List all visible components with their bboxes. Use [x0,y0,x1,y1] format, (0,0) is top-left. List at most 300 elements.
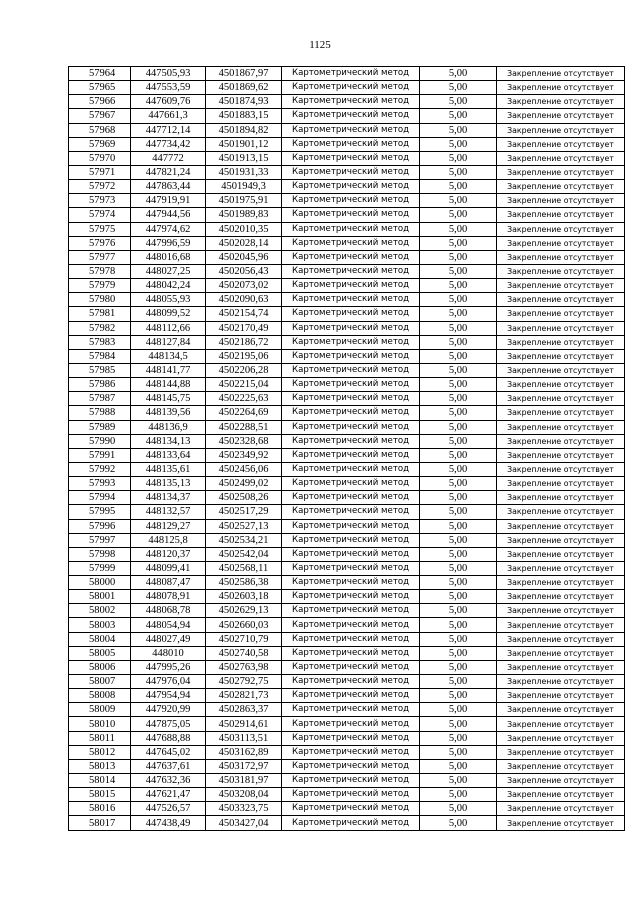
fixing-note-cell: Закрепление отсутствует [497,604,625,618]
fixing-note-cell: Закрепление отсутствует [497,222,625,236]
fixing-note-cell: Закрепление отсутствует [497,95,625,109]
point-number-cell: 58014 [69,774,131,788]
method-cell: Картометрический метод [282,788,420,802]
x-coordinate-cell: 447996,59 [131,236,206,250]
x-coordinate-cell: 448135,61 [131,462,206,476]
accuracy-cell: 5,00 [420,646,497,660]
table-row [69,533,625,547]
point-number-cell: 57999 [69,561,131,575]
fixing-note-cell: Закрепление отсутствует [497,731,625,745]
fixing-note-cell: Закрепление отсутствует [497,194,625,208]
x-coordinate-cell: 447772 [131,151,206,165]
y-coordinate-cell: 4502542,04 [206,547,282,561]
point-number-cell: 57994 [69,491,131,505]
accuracy-cell: 5,00 [420,731,497,745]
table-row [69,759,625,773]
point-number-cell: 57987 [69,392,131,406]
method-cell: Картометрический метод [282,519,420,533]
accuracy-cell: 5,00 [420,307,497,321]
point-number-cell: 58001 [69,590,131,604]
accuracy-cell: 5,00 [420,208,497,222]
point-number-cell: 58016 [69,802,131,816]
y-coordinate-cell: 4503172,97 [206,759,282,773]
point-number-cell: 57996 [69,519,131,533]
fixing-note-cell: Закрепление отсутствует [497,802,625,816]
y-coordinate-cell: 4501883,15 [206,109,282,123]
accuracy-cell: 5,00 [420,123,497,137]
method-cell: Картометрический метод [282,95,420,109]
y-coordinate-cell: 4502010,35 [206,222,282,236]
table-row [69,745,625,759]
table-row [69,717,625,731]
method-cell: Картометрический метод [282,547,420,561]
accuracy-cell: 5,00 [420,264,497,278]
point-number-cell: 58015 [69,788,131,802]
point-number-cell: 57980 [69,293,131,307]
y-coordinate-cell: 4501975,91 [206,194,282,208]
y-coordinate-cell: 4502517,29 [206,505,282,519]
x-coordinate-cell: 447688,88 [131,731,206,745]
y-coordinate-cell: 4501869,62 [206,81,282,95]
x-coordinate-cell: 448141,77 [131,363,206,377]
point-number-cell: 58009 [69,703,131,717]
fixing-note-cell: Закрепление отсутствует [497,448,625,462]
method-cell: Картометрический метод [282,109,420,123]
coordinates-table [68,66,625,831]
accuracy-cell: 5,00 [420,788,497,802]
accuracy-cell: 5,00 [420,675,497,689]
fixing-note-cell: Закрепление отсутствует [497,590,625,604]
table-row [69,95,625,109]
accuracy-cell: 5,00 [420,703,497,717]
fixing-note-cell: Закрепление отсутствует [497,208,625,222]
method-cell: Картометрический метод [282,236,420,250]
table-row [69,335,625,349]
fixing-note-cell: Закрепление отсутствует [497,151,625,165]
accuracy-cell: 5,00 [420,434,497,448]
point-number-cell: 57990 [69,434,131,448]
method-cell: Картометрический метод [282,731,420,745]
table-row [69,208,625,222]
y-coordinate-cell: 4502045,96 [206,250,282,264]
y-coordinate-cell: 4502792,75 [206,675,282,689]
point-number-cell: 57981 [69,307,131,321]
method-cell: Картометрический метод [282,660,420,674]
method-cell: Картометрический метод [282,165,420,179]
accuracy-cell: 5,00 [420,67,497,81]
fixing-note-cell: Закрепление отсутствует [497,703,625,717]
table-row [69,462,625,476]
point-number-cell: 57993 [69,477,131,491]
x-coordinate-cell: 447438,49 [131,816,206,830]
x-coordinate-cell: 448133,64 [131,448,206,462]
method-cell: Картометрический метод [282,67,420,81]
table-row [69,363,625,377]
point-number-cell: 57971 [69,165,131,179]
accuracy-cell: 5,00 [420,547,497,561]
accuracy-cell: 5,00 [420,717,497,731]
fixing-note-cell: Закрепление отсутствует [497,632,625,646]
accuracy-cell: 5,00 [420,561,497,575]
fixing-note-cell: Закрепление отсутствует [497,264,625,278]
point-number-cell: 57968 [69,123,131,137]
point-number-cell: 57983 [69,335,131,349]
method-cell: Картометрический метод [282,448,420,462]
accuracy-cell: 5,00 [420,321,497,335]
point-number-cell: 57978 [69,264,131,278]
accuracy-cell: 5,00 [420,95,497,109]
method-cell: Картометрический метод [282,505,420,519]
method-cell: Картометрический метод [282,194,420,208]
table-row [69,491,625,505]
fixing-note-cell: Закрепление отсутствует [497,717,625,731]
table-row [69,406,625,420]
method-cell: Картометрический метод [282,561,420,575]
x-coordinate-cell: 448145,75 [131,392,206,406]
method-cell: Картометрический метод [282,533,420,547]
x-coordinate-cell: 448136,9 [131,420,206,434]
accuracy-cell: 5,00 [420,194,497,208]
method-cell: Картометрический метод [282,123,420,137]
fixing-note-cell: Закрепление отсутствует [497,109,625,123]
accuracy-cell: 5,00 [420,491,497,505]
method-cell: Картометрический метод [282,576,420,590]
x-coordinate-cell: 448099,41 [131,561,206,575]
x-coordinate-cell: 447505,93 [131,67,206,81]
point-number-cell: 57969 [69,137,131,151]
fixing-note-cell: Закрепление отсутствует [497,307,625,321]
x-coordinate-cell: 447863,44 [131,180,206,194]
accuracy-cell: 5,00 [420,462,497,476]
fixing-note-cell: Закрепление отсутствует [497,420,625,434]
accuracy-cell: 5,00 [420,293,497,307]
accuracy-cell: 5,00 [420,335,497,349]
x-coordinate-cell: 447976,04 [131,675,206,689]
y-coordinate-cell: 4502195,06 [206,349,282,363]
point-number-cell: 57965 [69,81,131,95]
table-row [69,123,625,137]
table-row [69,646,625,660]
x-coordinate-cell: 447661,3 [131,109,206,123]
accuracy-cell: 5,00 [420,250,497,264]
fixing-note-cell: Закрепление отсутствует [497,618,625,632]
x-coordinate-cell: 447637,61 [131,759,206,773]
table-row [69,236,625,250]
fixing-note-cell: Закрепление отсутствует [497,67,625,81]
point-number-cell: 57989 [69,420,131,434]
y-coordinate-cell: 4502586,38 [206,576,282,590]
fixing-note-cell: Закрепление отсутствует [497,349,625,363]
point-number-cell: 58011 [69,731,131,745]
method-cell: Картометрический метод [282,703,420,717]
point-number-cell: 57995 [69,505,131,519]
accuracy-cell: 5,00 [420,165,497,179]
x-coordinate-cell: 447974,62 [131,222,206,236]
y-coordinate-cell: 4502740,58 [206,646,282,660]
table-row [69,420,625,434]
x-coordinate-cell: 448027,25 [131,264,206,278]
page-number: 1125 [309,39,331,51]
table-row [69,81,625,95]
y-coordinate-cell: 4503323,75 [206,802,282,816]
accuracy-cell: 5,00 [420,279,497,293]
y-coordinate-cell: 4501913,15 [206,151,282,165]
x-coordinate-cell: 448134,5 [131,349,206,363]
fixing-note-cell: Закрепление отсутствует [497,689,625,703]
fixing-note-cell: Закрепление отсутствует [497,363,625,377]
fixing-note-cell: Закрепление отсутствует [497,561,625,575]
table-row [69,703,625,717]
y-coordinate-cell: 4502534,21 [206,533,282,547]
method-cell: Картометрический метод [282,81,420,95]
x-coordinate-cell: 448112,66 [131,321,206,335]
fixing-note-cell: Закрепление отсутствует [497,378,625,392]
y-coordinate-cell: 4502206,28 [206,363,282,377]
x-coordinate-cell: 448125,8 [131,533,206,547]
method-cell: Картометрический метод [282,434,420,448]
table-row [69,547,625,561]
x-coordinate-cell: 447645,02 [131,745,206,759]
y-coordinate-cell: 4502186,72 [206,335,282,349]
accuracy-cell: 5,00 [420,236,497,250]
y-coordinate-cell: 4501901,12 [206,137,282,151]
fixing-note-cell: Закрепление отсутствует [497,547,625,561]
fixing-note-cell: Закрепление отсутствует [497,392,625,406]
accuracy-cell: 5,00 [420,109,497,123]
x-coordinate-cell: 447621,47 [131,788,206,802]
y-coordinate-cell: 4502028,14 [206,236,282,250]
method-cell: Картометрический метод [282,222,420,236]
accuracy-cell: 5,00 [420,802,497,816]
table-row [69,448,625,462]
method-cell: Картометрический метод [282,137,420,151]
method-cell: Картометрический метод [282,491,420,505]
fixing-note-cell: Закрепление отсутствует [497,660,625,674]
accuracy-cell: 5,00 [420,576,497,590]
accuracy-cell: 5,00 [420,81,497,95]
accuracy-cell: 5,00 [420,774,497,788]
method-cell: Картометрический метод [282,406,420,420]
y-coordinate-cell: 4501867,97 [206,67,282,81]
y-coordinate-cell: 4503113,51 [206,731,282,745]
x-coordinate-cell: 448129,27 [131,519,206,533]
x-coordinate-cell: 447632,36 [131,774,206,788]
x-coordinate-cell: 448127,84 [131,335,206,349]
method-cell: Картометрический метод [282,151,420,165]
y-coordinate-cell: 4502154,74 [206,307,282,321]
fixing-note-cell: Закрепление отсутствует [497,137,625,151]
table-row [69,137,625,151]
table-row [69,67,625,81]
accuracy-cell: 5,00 [420,590,497,604]
y-coordinate-cell: 4502090,63 [206,293,282,307]
table-row [69,505,625,519]
method-cell: Картометрический метод [282,180,420,194]
x-coordinate-cell: 448016,68 [131,250,206,264]
accuracy-cell: 5,00 [420,519,497,533]
table-row [69,802,625,816]
point-number-cell: 57976 [69,236,131,250]
point-number-cell: 58013 [69,759,131,773]
method-cell: Картометрический метод [282,392,420,406]
x-coordinate-cell: 448054,94 [131,618,206,632]
fixing-note-cell: Закрепление отсутствует [497,434,625,448]
accuracy-cell: 5,00 [420,604,497,618]
method-cell: Картометрический метод [282,293,420,307]
method-cell: Картометрический метод [282,208,420,222]
table-row [69,519,625,533]
x-coordinate-cell: 448134,37 [131,491,206,505]
y-coordinate-cell: 4503162,89 [206,745,282,759]
method-cell: Картометрический метод [282,774,420,788]
point-number-cell: 57977 [69,250,131,264]
table-row [69,576,625,590]
table-row [69,321,625,335]
point-number-cell: 58012 [69,745,131,759]
x-coordinate-cell: 448068,78 [131,604,206,618]
accuracy-cell: 5,00 [420,180,497,194]
fixing-note-cell: Закрепление отсутствует [497,279,625,293]
fixing-note-cell: Закрепление отсутствует [497,462,625,476]
table-row [69,165,625,179]
accuracy-cell: 5,00 [420,533,497,547]
accuracy-cell: 5,00 [420,745,497,759]
method-cell: Картометрический метод [282,335,420,349]
fixing-note-cell: Закрепление отсутствует [497,788,625,802]
accuracy-cell: 5,00 [420,137,497,151]
method-cell: Картометрический метод [282,604,420,618]
x-coordinate-cell: 448139,56 [131,406,206,420]
y-coordinate-cell: 4501949,3 [206,180,282,194]
fixing-note-cell: Закрепление отсутствует [497,477,625,491]
table-row [69,788,625,802]
table-row [69,378,625,392]
point-number-cell: 57973 [69,194,131,208]
y-coordinate-cell: 4502073,02 [206,279,282,293]
x-coordinate-cell: 447919,91 [131,194,206,208]
table-row [69,434,625,448]
table-row [69,250,625,264]
fixing-note-cell: Закрепление отсутствует [497,646,625,660]
y-coordinate-cell: 4502288,51 [206,420,282,434]
coordinates-table-body [69,67,625,831]
method-cell: Картометрический метод [282,759,420,773]
table-row [69,392,625,406]
point-number-cell: 58000 [69,576,131,590]
table-row [69,349,625,363]
method-cell: Картометрический метод [282,675,420,689]
y-coordinate-cell: 4502170,49 [206,321,282,335]
y-coordinate-cell: 4502821,73 [206,689,282,703]
point-number-cell: 58005 [69,646,131,660]
y-coordinate-cell: 4502629,13 [206,604,282,618]
table-row [69,293,625,307]
accuracy-cell: 5,00 [420,406,497,420]
point-number-cell: 58017 [69,816,131,830]
accuracy-cell: 5,00 [420,378,497,392]
y-coordinate-cell: 4503181,97 [206,774,282,788]
x-coordinate-cell: 448042,24 [131,279,206,293]
fixing-note-cell: Закрепление отсутствует [497,519,625,533]
fixing-note-cell: Закрепление отсутствует [497,406,625,420]
x-coordinate-cell: 448087,47 [131,576,206,590]
method-cell: Картометрический метод [282,462,420,476]
accuracy-cell: 5,00 [420,392,497,406]
y-coordinate-cell: 4502527,13 [206,519,282,533]
table-row [69,632,625,646]
accuracy-cell: 5,00 [420,759,497,773]
method-cell: Картометрический метод [282,632,420,646]
table-row [69,180,625,194]
table-row [69,477,625,491]
fixing-note-cell: Закрепление отсутствует [497,81,625,95]
table-row [69,109,625,123]
fixing-note-cell: Закрепление отсутствует [497,505,625,519]
y-coordinate-cell: 4503427,04 [206,816,282,830]
table-row [69,264,625,278]
point-number-cell: 58010 [69,717,131,731]
fixing-note-cell: Закрепление отсутствует [497,321,625,335]
accuracy-cell: 5,00 [420,420,497,434]
method-cell: Картометрический метод [282,378,420,392]
y-coordinate-cell: 4501894,82 [206,123,282,137]
method-cell: Картометрический метод [282,816,420,830]
y-coordinate-cell: 4502508,26 [206,491,282,505]
y-coordinate-cell: 4501874,93 [206,95,282,109]
fixing-note-cell: Закрепление отсутствует [497,236,625,250]
accuracy-cell: 5,00 [420,632,497,646]
accuracy-cell: 5,00 [420,816,497,830]
point-number-cell: 58003 [69,618,131,632]
y-coordinate-cell: 4502763,98 [206,660,282,674]
method-cell: Картометрический метод [282,717,420,731]
table-row [69,689,625,703]
x-coordinate-cell: 448055,93 [131,293,206,307]
fixing-note-cell: Закрепление отсутствует [497,816,625,830]
method-cell: Картометрический метод [282,250,420,264]
fixing-note-cell: Закрепление отсутствует [497,335,625,349]
method-cell: Картометрический метод [282,689,420,703]
accuracy-cell: 5,00 [420,448,497,462]
fixing-note-cell: Закрепление отсутствует [497,165,625,179]
method-cell: Картометрический метод [282,590,420,604]
fixing-note-cell: Закрепление отсутствует [497,180,625,194]
y-coordinate-cell: 4502863,37 [206,703,282,717]
point-number-cell: 57991 [69,448,131,462]
x-coordinate-cell: 448135,13 [131,477,206,491]
y-coordinate-cell: 4503208,04 [206,788,282,802]
accuracy-cell: 5,00 [420,689,497,703]
accuracy-cell: 5,00 [420,505,497,519]
point-number-cell: 57974 [69,208,131,222]
method-cell: Картометрический метод [282,363,420,377]
x-coordinate-cell: 448010 [131,646,206,660]
y-coordinate-cell: 4502499,02 [206,477,282,491]
y-coordinate-cell: 4502568,11 [206,561,282,575]
x-coordinate-cell: 448120,37 [131,547,206,561]
x-coordinate-cell: 447734,42 [131,137,206,151]
y-coordinate-cell: 4502215,04 [206,378,282,392]
fixing-note-cell: Закрепление отсутствует [497,491,625,505]
method-cell: Картометрический метод [282,307,420,321]
table-row [69,279,625,293]
y-coordinate-cell: 4502225,63 [206,392,282,406]
x-coordinate-cell: 448144,88 [131,378,206,392]
point-number-cell: 57972 [69,180,131,194]
method-cell: Картометрический метод [282,477,420,491]
table-row [69,194,625,208]
point-number-cell: 57975 [69,222,131,236]
